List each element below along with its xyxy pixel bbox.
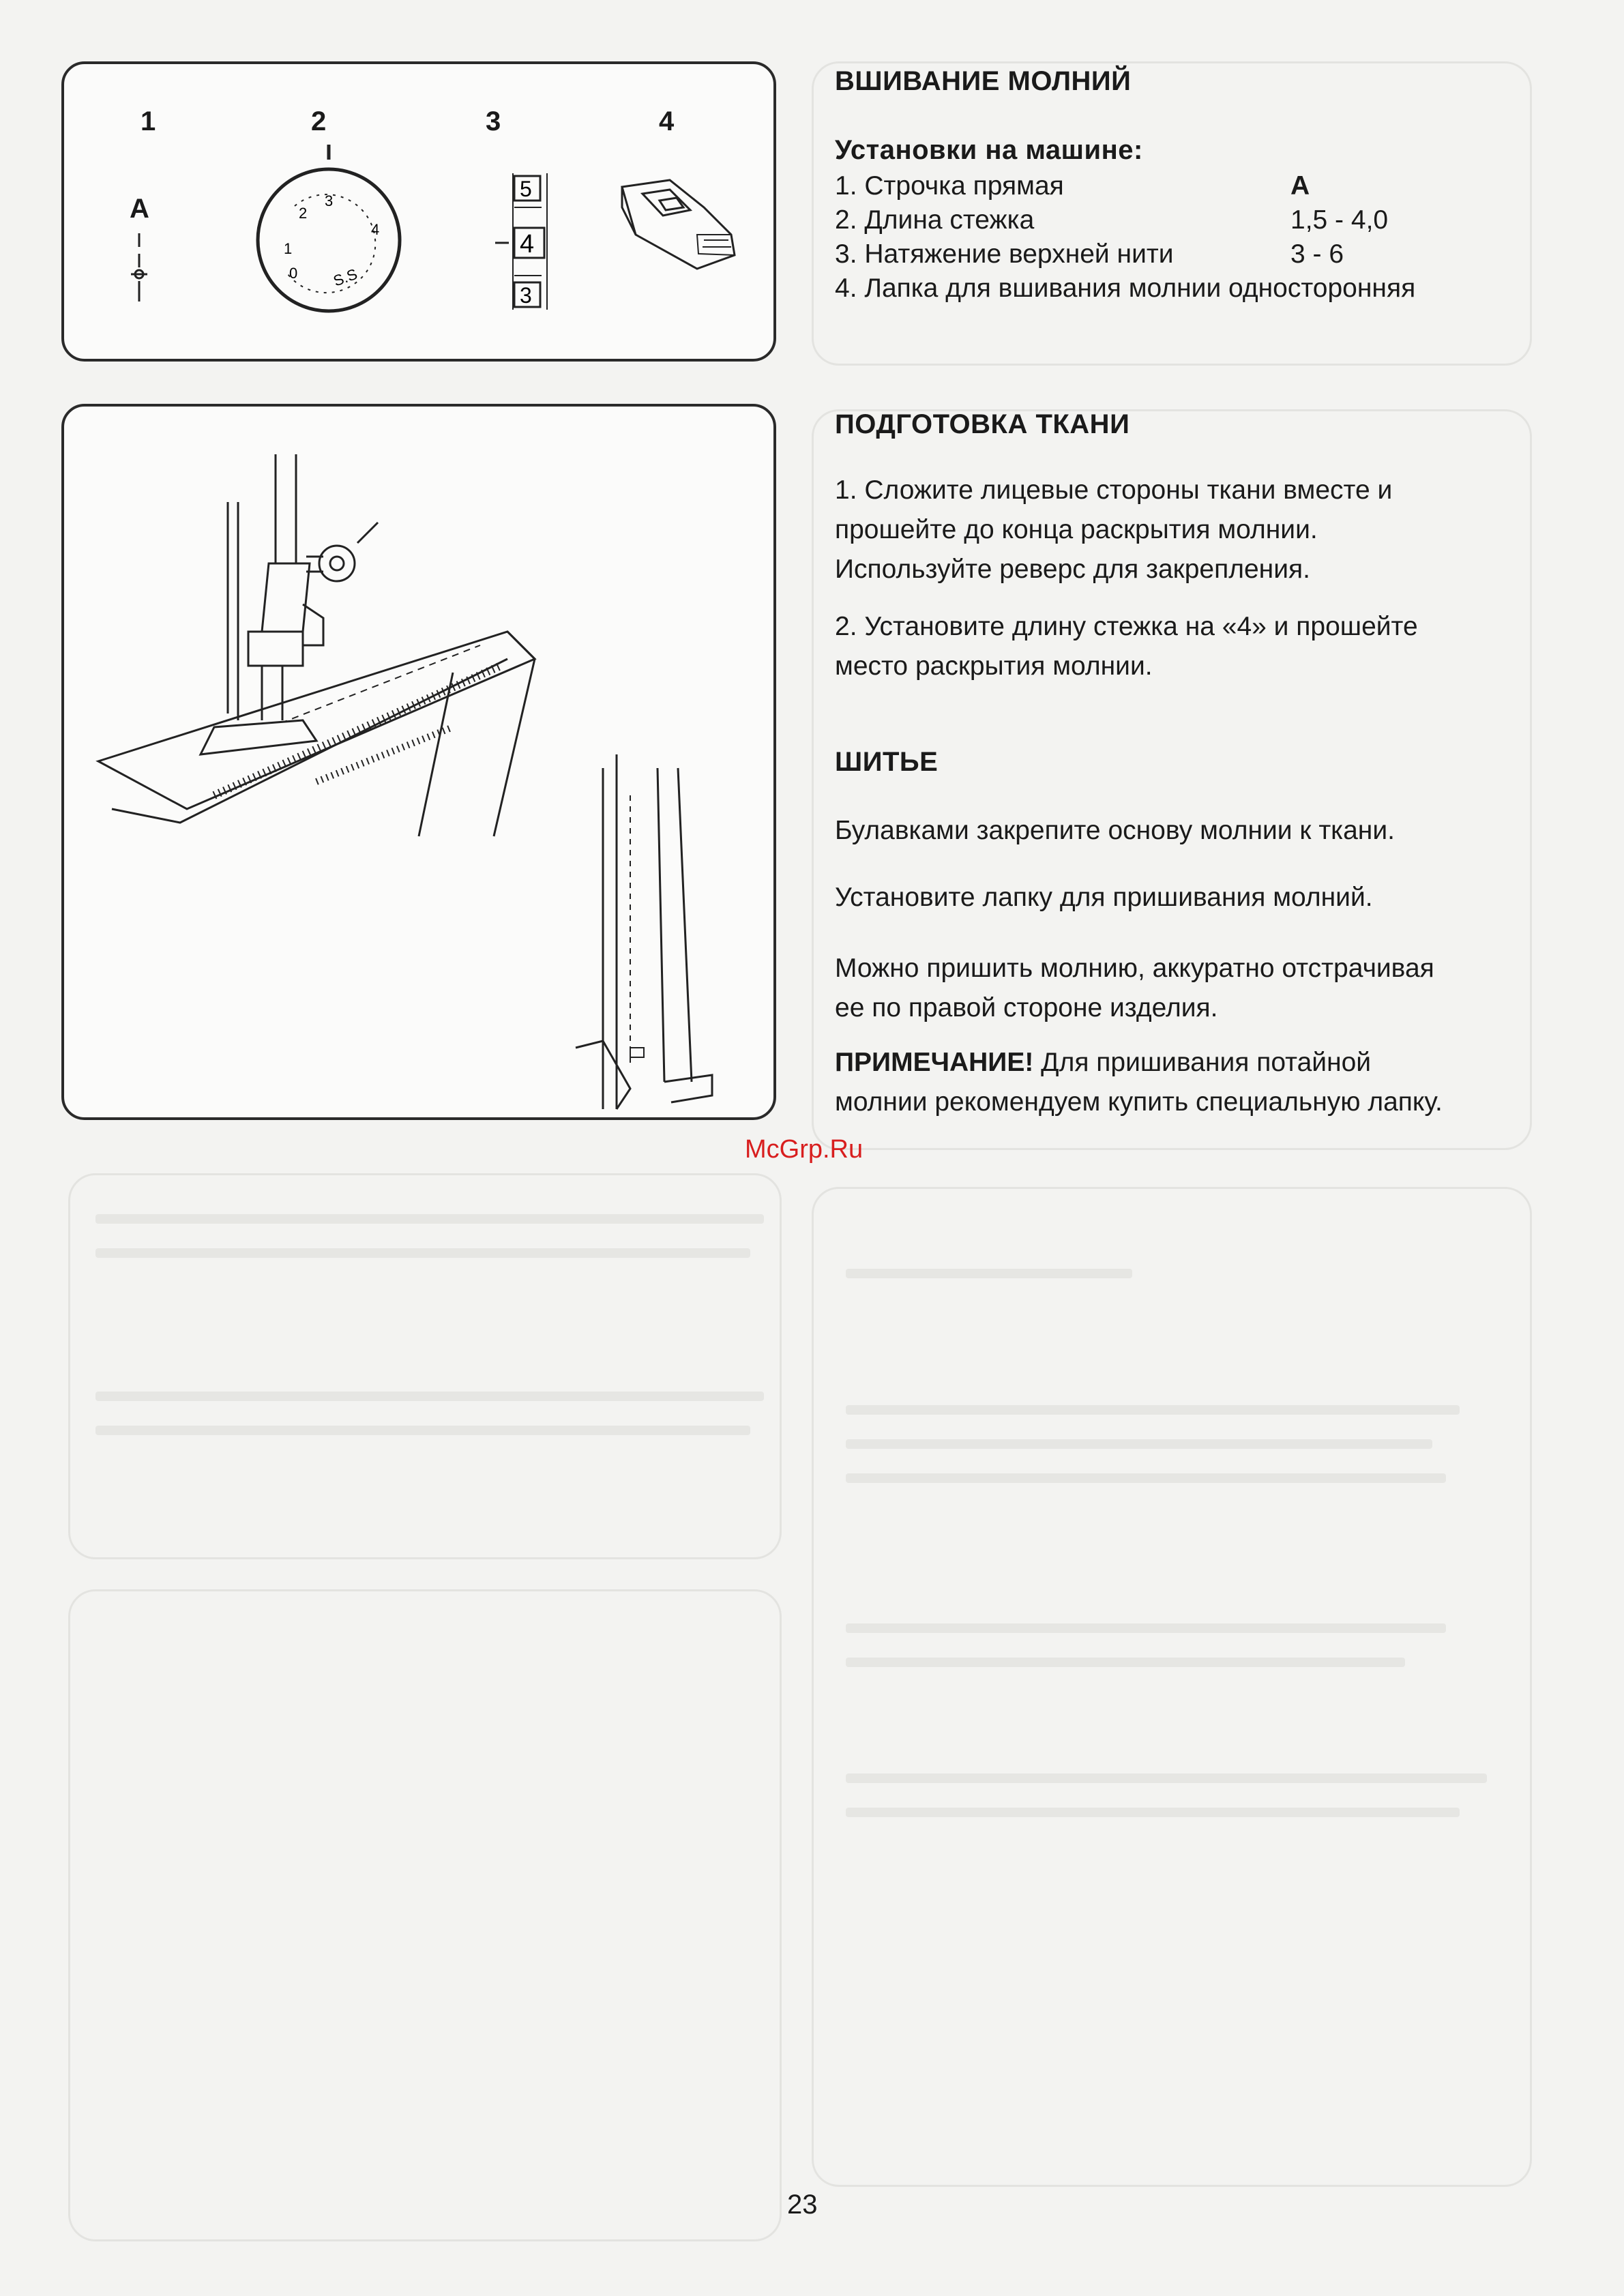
setting-row-tension [835, 237, 1517, 271]
bleed-through-line [846, 1623, 1446, 1633]
setting-row-length [835, 203, 1517, 237]
text-line: 2. Установите длину стежка на «4» и прошейте [835, 612, 1418, 641]
setting-row-foot [835, 271, 1517, 306]
sewing-paragraph-2: Установите лапку для пришивания молний. [835, 883, 1373, 912]
setting-label: 2. Длина стежка [835, 205, 1035, 235]
bleed-through-line [846, 1808, 1460, 1817]
dial-mark-3: 3 [325, 192, 334, 209]
length-mark-5: 5 [520, 177, 532, 201]
zipper-sewing-illustration-panel [61, 404, 776, 1120]
bleed-through-line [95, 1392, 764, 1401]
column-number-4: 4 [659, 106, 675, 136]
setting-value: 1,5 - 4,0 [1290, 205, 1389, 235]
bleed-through-line [846, 1269, 1132, 1278]
bleed-through-line [95, 1214, 764, 1224]
bleed-through-frame [68, 1173, 782, 1559]
bleed-through-line [846, 1473, 1446, 1483]
bleed-through-line [846, 1658, 1405, 1667]
bleed-through-line [846, 1773, 1487, 1783]
column-number-1: 1 [141, 106, 156, 136]
setting-row-stitch [835, 169, 1517, 203]
length-mark-3: 3 [520, 283, 532, 308]
text-line: место раскрытия молнии. [835, 651, 1153, 681]
zipper-section-title: ВШИВАНИЕ МОЛНИЙ [835, 66, 1132, 96]
sewing-paragraph-3 [835, 949, 1434, 1028]
stitch-pattern-letter: A [130, 194, 149, 224]
column-number-2: 2 [311, 106, 327, 136]
text-line: прошейте до конца раскрытия молнии. [835, 515, 1318, 544]
text-line: ее по правой стороне изделия. [835, 993, 1218, 1022]
setting-value: 3 - 6 [1290, 239, 1344, 269]
column-number-3: 3 [486, 106, 501, 136]
sewing-note [835, 1043, 1443, 1122]
text-line: 1. Сложите лицевые стороны ткани вместе и [835, 475, 1393, 505]
setting-label: 1. Строчка прямая [835, 171, 1064, 201]
bleed-through-frame [68, 1589, 782, 2241]
page-number: 23 [787, 2190, 818, 2220]
fabric-step-2 [835, 607, 1418, 686]
setting-label: 3. Натяжение верхней нити [835, 239, 1174, 269]
sewing-zipper-illustration [98, 454, 739, 1068]
machine-settings-heading: Установки на машине: [835, 135, 1143, 165]
tension-dial-icon [240, 145, 417, 322]
note-label: ПРИМЕЧАНИЕ! [835, 1048, 1034, 1077]
machine-settings-panel [61, 61, 776, 362]
sewing-paragraph-1: Булавками закрепите основу молнии к ткани. [835, 816, 1395, 845]
bleed-through-line [95, 1426, 750, 1435]
text-line: Можно пришить молнию, аккуратно отстрачивая [835, 954, 1434, 983]
bleed-through-line [846, 1405, 1460, 1415]
note-text: молнии рекомендуем купить специальную лапку. [835, 1087, 1443, 1117]
setting-value: A [1290, 171, 1310, 201]
setting-label: 4. Лапка для вшивания молнии односторонняя [835, 274, 1416, 303]
site-watermark: McGrp.Ru [745, 1135, 863, 1164]
text-line: Используйте реверс для закрепления. [835, 555, 1310, 584]
note-text: Для пришивания потайной [1033, 1048, 1372, 1077]
zipper-foot-icon [595, 166, 745, 289]
bleed-through-frame [812, 1187, 1532, 2187]
dial-mark-2: 2 [299, 205, 308, 222]
sewing-title: ШИТЬЕ [835, 747, 939, 777]
dial-mark-4: 4 [371, 221, 380, 238]
bleed-through-line [95, 1248, 750, 1258]
dial-mark-ss: S.S [331, 265, 360, 290]
dial-mark-1: 1 [284, 240, 293, 257]
length-mark-4: 4 [520, 230, 535, 259]
straight-stitch-icon [126, 233, 153, 308]
dial-mark-0: 0 [289, 265, 298, 282]
fabric-step-1 [835, 471, 1392, 589]
bleed-through-line [846, 1439, 1432, 1449]
fabric-prep-title: ПОДГОТОВКА ТКАНИ [835, 409, 1130, 439]
stitch-length-scale-icon [446, 173, 582, 310]
